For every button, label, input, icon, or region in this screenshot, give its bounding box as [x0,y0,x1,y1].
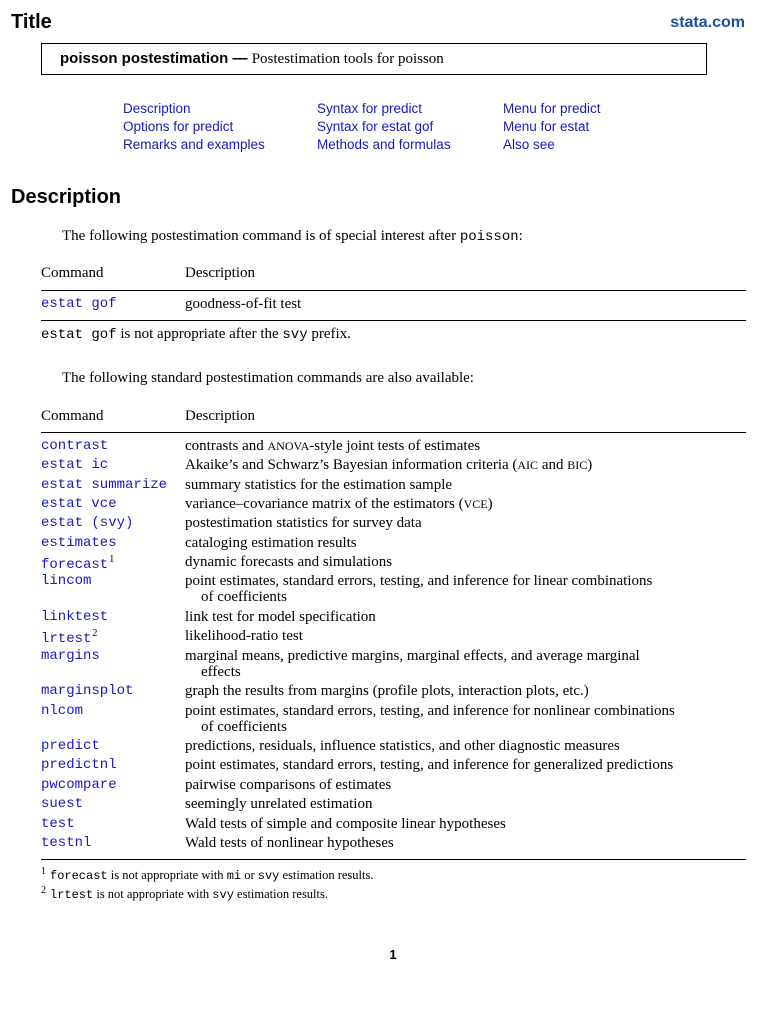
site-link[interactable]: stata.com [670,14,745,31]
command-description: Wald tests of nonlinear hypotheses [185,835,394,851]
table1-bottom-rule [41,320,746,321]
table-row [0,757,768,776]
command-link-test[interactable]: test [41,816,75,832]
command-link-estat-ic[interactable]: estat ic [41,457,109,473]
command-link-lrtest[interactable]: lrtest [41,631,92,647]
command-description: contrasts and ANOVA-style joint tests of estimates [185,438,481,454]
table-row [0,515,768,534]
command-description: goodness-of-fit test [185,296,302,312]
table-row [0,573,768,605]
command-description: postestimation statistics for survey data [185,515,422,531]
table-row [0,796,768,815]
table-row [0,554,768,573]
nav-menu-for-predict[interactable]: Menu for predict [503,101,601,116]
table1-header-description: Description [185,265,255,281]
table-row [0,628,768,647]
command-description: likelihood-ratio test [185,628,303,644]
table-row [0,477,768,496]
table-row [0,738,768,757]
estat-gof-note: estat gof is not appropriate after the svy prefix. [41,326,351,343]
command-description: Akaike’s and Schwarz’s Bayesian information criteria (AIC and BIC) [185,457,593,473]
table-row [0,457,768,476]
nav-also-see[interactable]: Also see [503,137,555,152]
nav-methods-and-formulas[interactable]: Methods and formulas [317,137,451,152]
command-description: pairwise comparisons of estimates [185,777,392,793]
command-description: predictions, residuals, influence statistics, and other diagnostic measures [185,738,620,754]
header-title: Title [11,11,52,33]
command-description: point estimates, standard errors, testing, and inference for generalized predictions [185,757,674,773]
nav-description[interactable]: Description [123,101,191,116]
table-row [0,703,768,735]
command-link-linktest[interactable]: linktest [41,609,109,625]
command-link-predict[interactable]: predict [41,738,100,754]
footnote-2: $^2$ lrtest is not appropriate with svy estimation results. [41,885,328,902]
command-link-estimates[interactable]: estimates [41,535,117,551]
command-description: point estimates, standard errors, testing, and inference for linear combinations [185,573,653,589]
command-description: cataloging estimation results [185,535,357,551]
command-link-pwcompare[interactable]: pwcompare [41,777,117,793]
nav-menu-for-estat[interactable]: Menu for estat [503,119,590,134]
table1-header-rule [41,290,746,291]
command-link-estat-svy[interactable]: estat (svy) [41,515,134,531]
footnote-marker: 1 [109,554,115,565]
title-description: Postestimation tools for poisson [251,51,444,67]
command-link-forecast[interactable]: forecast [41,557,109,573]
command-link-lincom[interactable]: lincom [41,573,92,589]
section-heading-description: Description [11,186,122,208]
command-description: dynamic forecasts and simulations [185,554,393,570]
nav-remarks-and-examples[interactable]: Remarks and examples [123,137,265,152]
table-row [0,816,768,835]
command-description-continued: of coefficients [201,719,287,735]
command-description: point estimates, standard errors, testing, and inference for nonlinear combinations [185,703,675,719]
title-command: poisson postestimation — Postestimation tools for poisson [60,50,444,67]
nav-syntax-for-estat-gof[interactable]: Syntax for estat gof [317,119,434,134]
command-description: seemingly unrelated estimation [185,796,373,812]
table-row [0,777,768,796]
table2-header-command: Command [41,408,104,424]
command-description: variance–covariance matrix of the estimators (VCE) [185,496,493,512]
table-row [0,438,768,457]
table-row [0,496,768,515]
table-row [0,535,768,554]
command-description: Wald tests of simple and composite linear hypotheses [185,816,506,832]
command-link-predictnl[interactable]: predictnl [41,757,117,773]
table-row [0,835,768,854]
command-link-margins[interactable]: margins [41,648,100,664]
command-description-continued: of coefficients [201,589,287,605]
nav-syntax-for-predict[interactable]: Syntax for predict [317,101,423,116]
command-link-testnl[interactable]: testnl [41,835,92,851]
footnote-1: $^1$ forecast is not appropriate with mi or svy estimation results. [41,866,374,883]
command-description: summary statistics for the estimation sample [185,477,453,493]
intro2-paragraph: The following standard postestimation commands are also available: [62,370,474,386]
command-link-estat-vce[interactable]: estat vce [41,496,117,512]
title-box [41,43,707,75]
table2-header-description: Description [185,408,255,424]
table-row [0,648,768,680]
command-description: link test for model specification [185,609,376,625]
command-link-suest[interactable]: suest [41,796,84,812]
nav-options-for-predict[interactable]: Options for predict [123,119,234,134]
command-link-contrast[interactable]: contrast [41,438,109,454]
command-link-estat-summarize[interactable]: estat summarize [41,477,168,493]
table1-header-command: Command [41,265,104,281]
command-description-continued: effects [201,664,241,680]
page-number: 1 [389,947,397,962]
command-description: graph the results from margins (profile plots, interaction plots, etc.) [185,683,589,699]
table-row [0,683,768,702]
table-row [0,609,768,628]
intro-paragraph: The following postestimation command is of special interest after poisson: [62,228,523,245]
command-description: marginal means, predictive margins, marginal effects, and average marginal [185,648,640,664]
table2-bottom-rule [41,859,746,860]
command-link-estat-gof[interactable]: estat gof [41,296,117,312]
table-row [0,296,768,315]
table2-header-rule [41,432,746,433]
command-link-marginsplot[interactable]: marginsplot [41,683,134,699]
footnote-marker: 2 [92,628,98,639]
command-link-nlcom[interactable]: nlcom [41,703,84,719]
